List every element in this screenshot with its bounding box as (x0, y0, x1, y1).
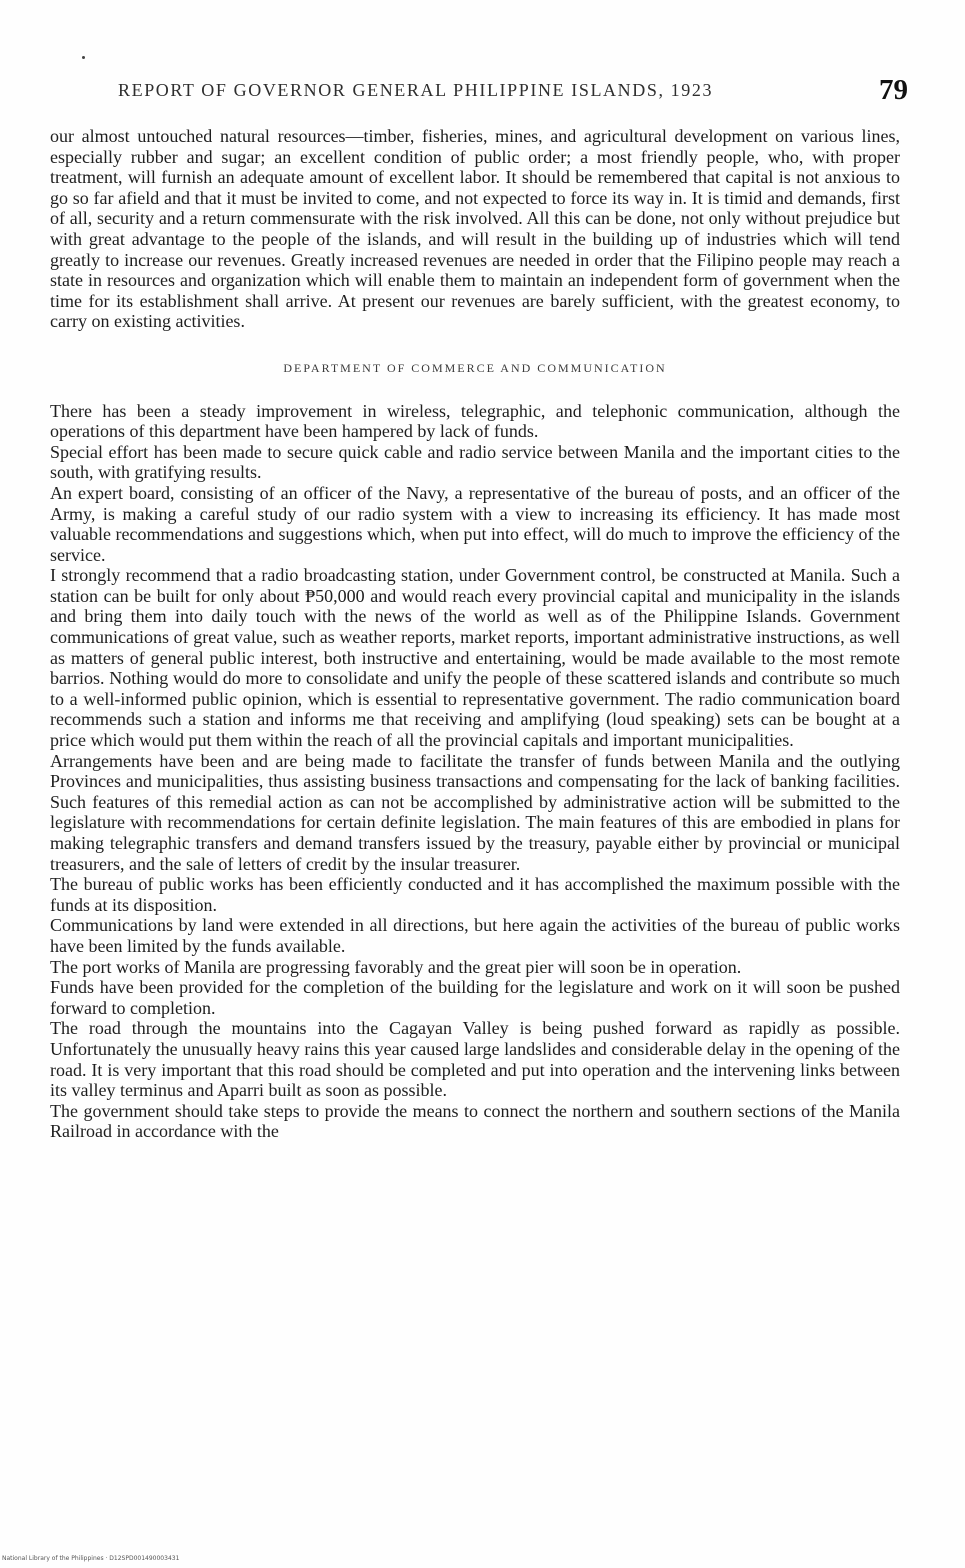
paragraph: Communications by land were extended in all directions, but here again the activities of the bureau of public works have been limited by the funds available. (50, 915, 900, 956)
paragraph: The port works of Manila are progressing favorably and the great pier will soon be in operation. (50, 956, 742, 977)
paragraph: There has been a steady improvement in wireless, telegraphic, and telephonic communication, although the operations of this department have been hampered by lack of funds. (50, 400, 900, 442)
paragraph: Funds have been provided for the completion of the building for the legislature and work on it will soon be pushed forward to completion. (50, 977, 900, 1018)
section-heading: DEPARTMENT OF COMMERCE AND COMMUNICATION (283, 360, 667, 375)
running-head: REPORT OF GOVERNOR GENERAL PHILIPPINE ISLANDS, 1923 (118, 80, 714, 100)
opening-paragraph: our almost untouched natural resources—timber, fisheries, mines, and agricultural development on various lines, especially rubber and sugar; an excellent condition of public order; a most friendly people, who, with proper treatment, will furnish an adequate amount of excellent labor. It should be remembered that capital is not anxious to go so far afield and that it must be invited to come, and not expected to force its way in. It is timid and demands, first of all, security and a return commensurate with the risk involved. All this can be done, not only without prejudice but with great advantage to the people of the islands, and will result in the building up of industries which will tend greatly to increase our revenues. Greatly increased revenues are needed in order that the Filipino people may reach a state in resources and organization which will enable them to maintain an independent form of government when the time for its establishment shall arrive. At present our revenues are barely sufficient, with the greatest economy, to carry on existing activities. (50, 126, 900, 332)
paragraph: An expert board, consisting of an officer of the Navy, a representative of the bureau of posts, and an officer of the Army, is making a careful study of our radio system with a view to increasing its efficiency. It has made most valuable recommendations and suggestions which, when put into effect, will do much to improve the efficiency of the service. (50, 482, 900, 565)
paragraph: The government should take steps to provide the means to connect the northern and southern sections of the Manila Railroad in accordance with the (50, 1100, 900, 1142)
paragraph: Arrangements have been and are being made to facilitate the transfer of funds between Manila and the outlying Provinces and municipalities, thus assisting business transactions and compensating for the lack of banking facilities. Such features of this remedial action as can not be accomplished by administrative action will be submitted to the legislature with recommendations for certain definite legislation. The main features of this are embodied in plans for making telegraphic transfers and demand transfers issued by the treasury, payable either by provincial or municipal treasurers, and the sale of letters of credit by the insular treasurer. (50, 750, 900, 874)
paragraph: Special effort has been made to secure quick cable and radio service between Manila and the important cities to the south, with gratifying results. (50, 441, 900, 483)
paragraph: I strongly recommend that a radio broadcasting station, under Government control, be constructed at Manila. Such a station can be built for only about ₱50,000 and would reach every provincial capital and municipality in the islands and bring them into daily touch with the news of the world as well as of the Philippine Islands. Government communications of great value, such as weather reports, market reports, important administrative instructions, as well as matters of general public interest, both instructive and entertaining, would be made available to the most remote barrios. Nothing would do more to consolidate and unify the people of these scattered islands and contribute so much to a well-informed public opinion, which is essential to representative government. The radio communication board recommends such a station and informs me that receiving and amplifying (loud speaking) sets can be bought at a price which would put them within the reach of all the provincial capitals and important municipalities. (50, 565, 900, 751)
page-body (50, 126, 900, 1142)
scan-speck (82, 56, 85, 59)
page-header (118, 76, 908, 106)
paragraph: The road through the mountains into the Cagayan Valley is being pushed forward as rapidly as possible. Unfortunately the unusually heavy rains this year caused large landslides and considerable delay in the opening of the road. It is very important that this road should be completed and put into operation and the intervening links between its valley terminus and Aparri built as soon as possible. (50, 1018, 900, 1101)
paragraph: The bureau of public works has been efficiently conducted and it has accomplished the maximum possible with the funds at its disposition. (50, 874, 900, 915)
page-number: 79 (879, 74, 908, 106)
section-paragraphs (50, 401, 900, 1142)
source-footer: National Library of the Philippines · D12SPD001490003431 (2, 1555, 180, 1562)
